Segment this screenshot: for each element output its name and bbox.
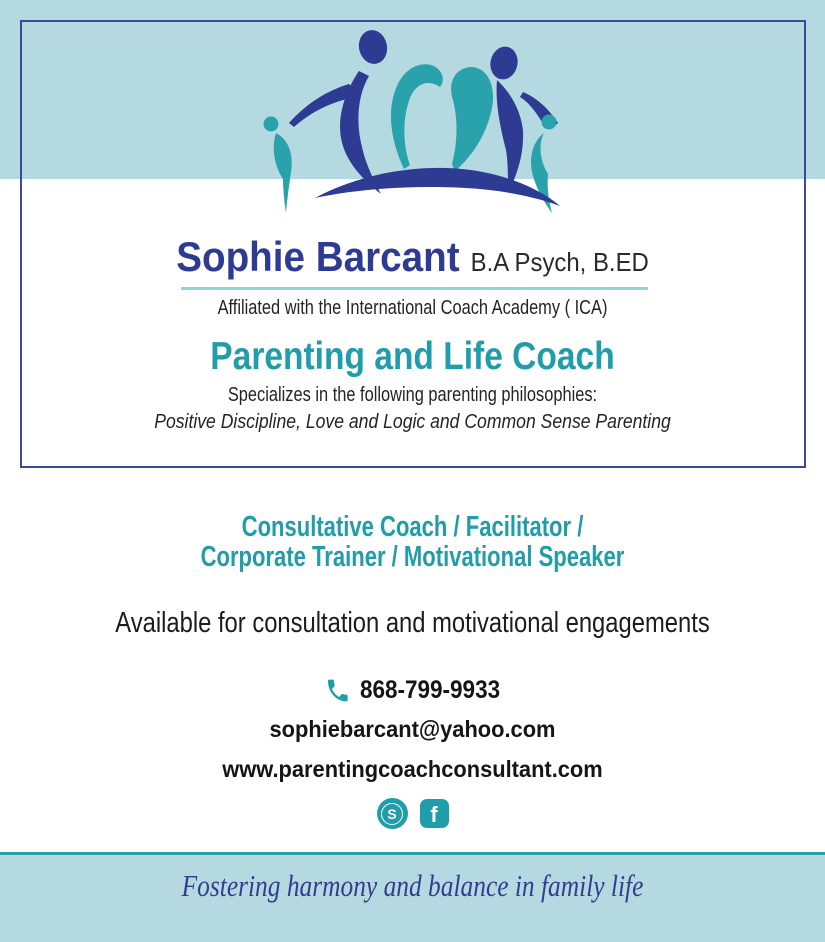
website-url[interactable]: www.parentingcoachconsultant.com xyxy=(222,756,603,782)
phone-row xyxy=(41,672,784,708)
phone-number[interactable]: 868-799-9933 xyxy=(359,675,501,704)
availability-text: Available for consultation and motivational engagements xyxy=(115,607,710,639)
tagline: Fostering harmony and balance in family life xyxy=(181,868,644,903)
heart-icon xyxy=(391,64,493,171)
facebook-glyph: f xyxy=(430,802,438,827)
role-title: Parenting and Life Coach xyxy=(210,335,615,378)
family-heart-logo xyxy=(261,30,576,220)
philosophies-text: Positive Discipline, Love and Logic and Common Sense Parenting xyxy=(154,411,671,433)
facebook-icon[interactable] xyxy=(420,799,449,828)
services-heading xyxy=(99,512,726,572)
left-parent-figure xyxy=(289,30,390,194)
services-line-2: Corporate Trainer / Motivational Speaker xyxy=(200,541,625,573)
footer-band xyxy=(0,855,825,942)
skype-glyph: S xyxy=(381,803,403,825)
ground-swoosh xyxy=(315,168,560,206)
divider-line xyxy=(181,287,648,290)
email-address[interactable]: sophiebarcant@yahoo.com xyxy=(269,716,556,742)
name-heading xyxy=(33,233,792,291)
specializes-intro: Specializes in the following parenting philosophies: xyxy=(227,384,598,406)
phone-icon xyxy=(325,676,351,705)
affiliation-text: Affiliated with the International Coach Academy ( ICA) xyxy=(217,297,608,319)
skype-icon[interactable] xyxy=(377,798,408,829)
services-line-1: Consultative Coach / Facilitator / xyxy=(241,511,584,543)
credentials: B.A Psych, B.ED xyxy=(470,247,649,277)
social-icons-row xyxy=(0,798,825,829)
left-child-figure xyxy=(264,117,292,214)
person-name: Sophie Barcant xyxy=(176,233,460,280)
